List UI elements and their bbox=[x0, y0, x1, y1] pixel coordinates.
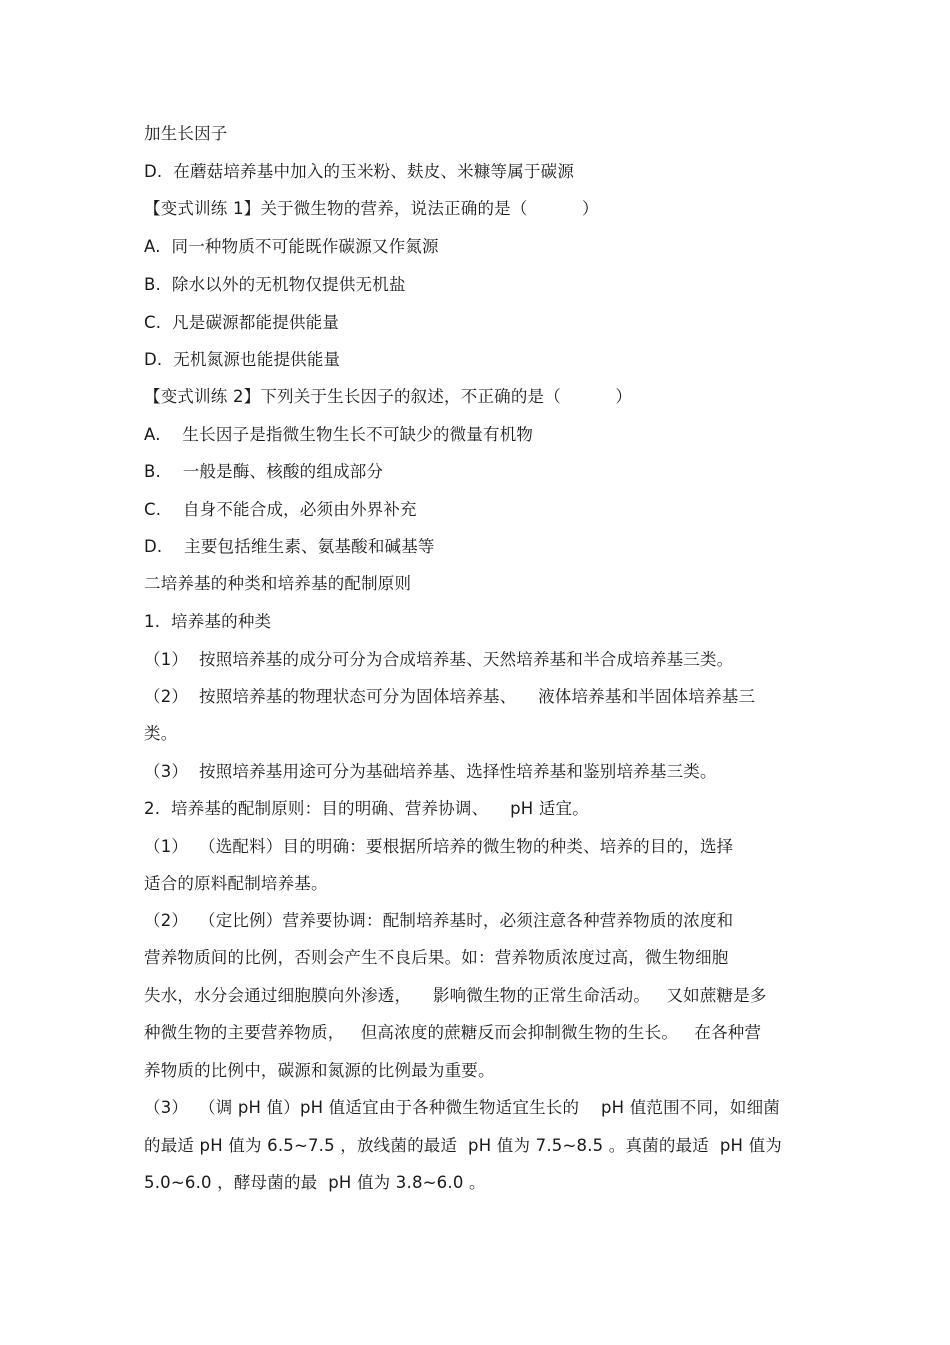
text-line: D. 在蘑菇培养基中加入的玉米粉、麸皮、米糠等属于碳源 bbox=[144, 162, 575, 181]
text-line: 营养物质间的比例，否则会产生不良后果。如：营养物质浓度过高，微生物细胞 bbox=[144, 948, 729, 967]
subsection-heading: 2. 培养基的配制原则：目的明确、营养协调、 pH 适宜。 bbox=[144, 799, 589, 818]
text-line: 种微生物的主要营养物质， 但高浓度的蔗糖反而会抑制微生物的生长。 在各种营 bbox=[144, 1023, 762, 1042]
section-heading: 二培养基的种类和培养基的配制原则 bbox=[144, 574, 412, 593]
text-line: B. 一般是酶、核酸的组成部分 bbox=[144, 462, 384, 481]
text-line: （2） （定比例）营养要协调：配制培养基时，必须注意各种营养物质的浓度和 bbox=[144, 911, 734, 930]
text-line: 适合的原料配制培养基。 bbox=[144, 874, 328, 893]
text-line: （1） 按照培养基的成分可分为合成培养基、天然培养基和半合成培养基三类。 bbox=[144, 650, 734, 669]
text-line: 【变式训练 2】下列关于生长因子的叙述，不正确的是（ ） bbox=[144, 387, 633, 406]
text-line: 5.0~6.0 ，酵母菌的最 pH 值为 3.8~6.0 。 bbox=[144, 1173, 486, 1192]
text-line: （3） （调 pH 值）pH 值适宜由于各种微生物适宜生长的 pH 值范围不同，如细菌 bbox=[144, 1098, 780, 1117]
text-line: C. 凡是碳源都能提供能量 bbox=[144, 313, 340, 332]
text-line: 类。 bbox=[144, 724, 178, 743]
subsection-heading: 1. 培养基的种类 bbox=[144, 612, 272, 631]
text-line: C. 自身不能合成，必须由外界补充 bbox=[144, 500, 417, 519]
text-line: 养物质的比例中，碳源和氮源的比例最为重要。 bbox=[144, 1061, 495, 1080]
text-line: A. 生长因子是指微生物生长不可缺少的微量有机物 bbox=[144, 425, 534, 444]
text-line: 的最适 pH 值为 6.5~7.5 ，放线菌的最适 pH 值为 7.5~8.5 。真菌的最适 pH 值为 bbox=[144, 1136, 782, 1155]
text-line: （3） 按照培养基用途可分为基础培养基、选择性培养基和鉴别培养基三类。 bbox=[144, 762, 717, 781]
text-line: D. 主要包括维生素、氨基酸和碱基等 bbox=[144, 537, 435, 556]
text-line: 【变式训练 1】关于微生物的营养，说法正确的是（ ） bbox=[144, 199, 599, 218]
text-line: D. 无机氮源也能提供能量 bbox=[144, 350, 341, 369]
text-line: （1） （选配料）目的明确：要根据所培养的微生物的种类、培养的目的，选择 bbox=[144, 837, 734, 856]
text-line: （2） 按照培养基的物理状态可分为固体培养基、 液体培养基和半固体培养基三 bbox=[144, 687, 756, 706]
text-line: 加生长因子 bbox=[144, 124, 228, 143]
text-line: A. 同一种物质不可能既作碳源又作氮源 bbox=[144, 237, 439, 256]
text-line: 失水，水分会通过细胞膜向外渗透， 影响微生物的正常生命活动。 又如蔗糖是多 bbox=[144, 986, 767, 1005]
text-line: B. 除水以外的无机物仅提供无机盐 bbox=[144, 275, 406, 294]
